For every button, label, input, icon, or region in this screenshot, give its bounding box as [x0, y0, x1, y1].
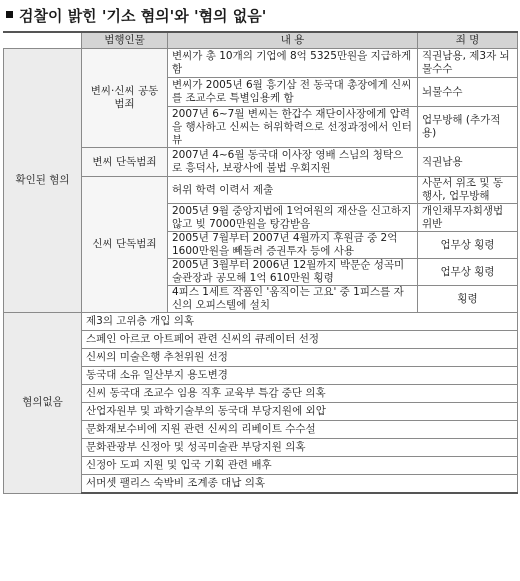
- content-cell: 2005년 9월 중앙지법에 1억여원의 재산을 신고하지 않고 빚 7000만원을 탕감받음: [168, 204, 418, 232]
- table-row: [4, 148, 518, 177]
- unfounded-item: 문화재보수비에 지원 관련 신씨의 리베이트 수수설: [82, 421, 518, 439]
- table-row: [4, 385, 518, 403]
- charge-cell: 직권남용: [418, 148, 518, 177]
- unfounded-item: 문화관광부 신정아 및 성곡미술관 부당지원 의혹: [82, 439, 518, 457]
- charge-cell: 개인채무자회생법 위반: [418, 204, 518, 232]
- confirmed-label: 확인된 혐의: [4, 49, 82, 313]
- charge-cell: 업무방해 (추가적용): [418, 107, 518, 148]
- charge-cell: 횡령: [418, 286, 518, 313]
- charge-cell: 업무상 횡령: [418, 259, 518, 286]
- table-row: [4, 313, 518, 331]
- unfounded-item: 신씨의 미술은행 추천위원 선정: [82, 349, 518, 367]
- table-row: [4, 421, 518, 439]
- relation-shin: 신씨 단독범죄: [82, 177, 168, 313]
- content-cell: 변씨가 2005년 6월 흥기삼 전 동국대 총장에게 신씨를 조교수로 특별임용케 함: [168, 78, 418, 107]
- table-row: [4, 349, 518, 367]
- unfounded-item: 신정아 도피 지원 및 입국 기획 관련 배후: [82, 457, 518, 475]
- content-cell: 2007년 6~7월 변씨는 한갑수 재단이사장에게 압력을 행사하고 신씨는 허위학력으로 선정과정에서 인터뷰: [168, 107, 418, 148]
- header-row: [4, 32, 518, 49]
- unfounded-item: 스페인 아르코 아트페어 관련 신씨의 큐레이터 선정: [82, 331, 518, 349]
- table-row: [4, 403, 518, 421]
- content-cell: 허위 학력 이력서 제출: [168, 177, 418, 204]
- table-row: [4, 475, 518, 494]
- table-row: [4, 439, 518, 457]
- unfounded-label: 혐의없음: [4, 313, 82, 494]
- header-content: 내 용: [168, 32, 418, 49]
- unfounded-item: 신씨 동국대 조교수 임용 직후 교육부 특감 중단 의혹: [82, 385, 518, 403]
- content-cell: 2005년 7월부터 2007년 4월까지 후원금 중 2억 1600만원을 빼돌려 증권투자 등에 사용: [168, 232, 418, 259]
- header-blank: [4, 32, 82, 49]
- charge-cell: 뇌물수수: [418, 78, 518, 107]
- table-row: [4, 331, 518, 349]
- charge-cell: 직권남용, 제3자 뇌물수수: [418, 49, 518, 78]
- relation-byeon: 변씨 단독범죄: [82, 148, 168, 177]
- content-cell: 2005년 3월부터 2006년 12월까지 박문순 성곡미술관장과 공모해 1억 610만원 횡령: [168, 259, 418, 286]
- header-charge: 죄 명: [418, 32, 518, 49]
- unfounded-item: 서머셋 팰리스 숙박비 조계종 대납 의혹: [82, 475, 518, 494]
- unfounded-item: 산업자원부 및 과학기술부의 동국대 부당지원에 외압: [82, 403, 518, 421]
- charges-table: [3, 31, 518, 494]
- content-cell: 변씨가 총 10개의 기업에 8억 5325만원을 지급하게 함: [168, 49, 418, 78]
- relation-joint: 변씨·신씨 공동범죄: [82, 49, 168, 148]
- content-cell: 2007년 4~6월 동국대 이사장 영배 스님의 청탁으로 흥덕사, 보광사에 불법 우회지원: [168, 148, 418, 177]
- unfounded-item: 동국대 소유 일산부지 용도변경: [82, 367, 518, 385]
- square-bullet-icon: [6, 11, 13, 18]
- header-relation: 범행인물: [82, 32, 168, 49]
- table-row: [4, 177, 518, 204]
- table-row: [4, 367, 518, 385]
- charge-cell: 업무상 횡령: [418, 232, 518, 259]
- table-row: [4, 49, 518, 78]
- charge-cell: 사문서 위조 및 동행사, 업무방해: [418, 177, 518, 204]
- table-row: [4, 457, 518, 475]
- page-title: [6, 4, 266, 28]
- content-cell: 4피스 1세트 작품인 '움직이는 고요' 중 1피스를 자신의 오피스텔에 설치: [168, 286, 418, 313]
- title-text: 검찰이 밝힌 '기소 혐의'와 '혐의 없음': [19, 7, 267, 25]
- unfounded-item: 제3의 고위층 개입 의혹: [82, 313, 518, 331]
